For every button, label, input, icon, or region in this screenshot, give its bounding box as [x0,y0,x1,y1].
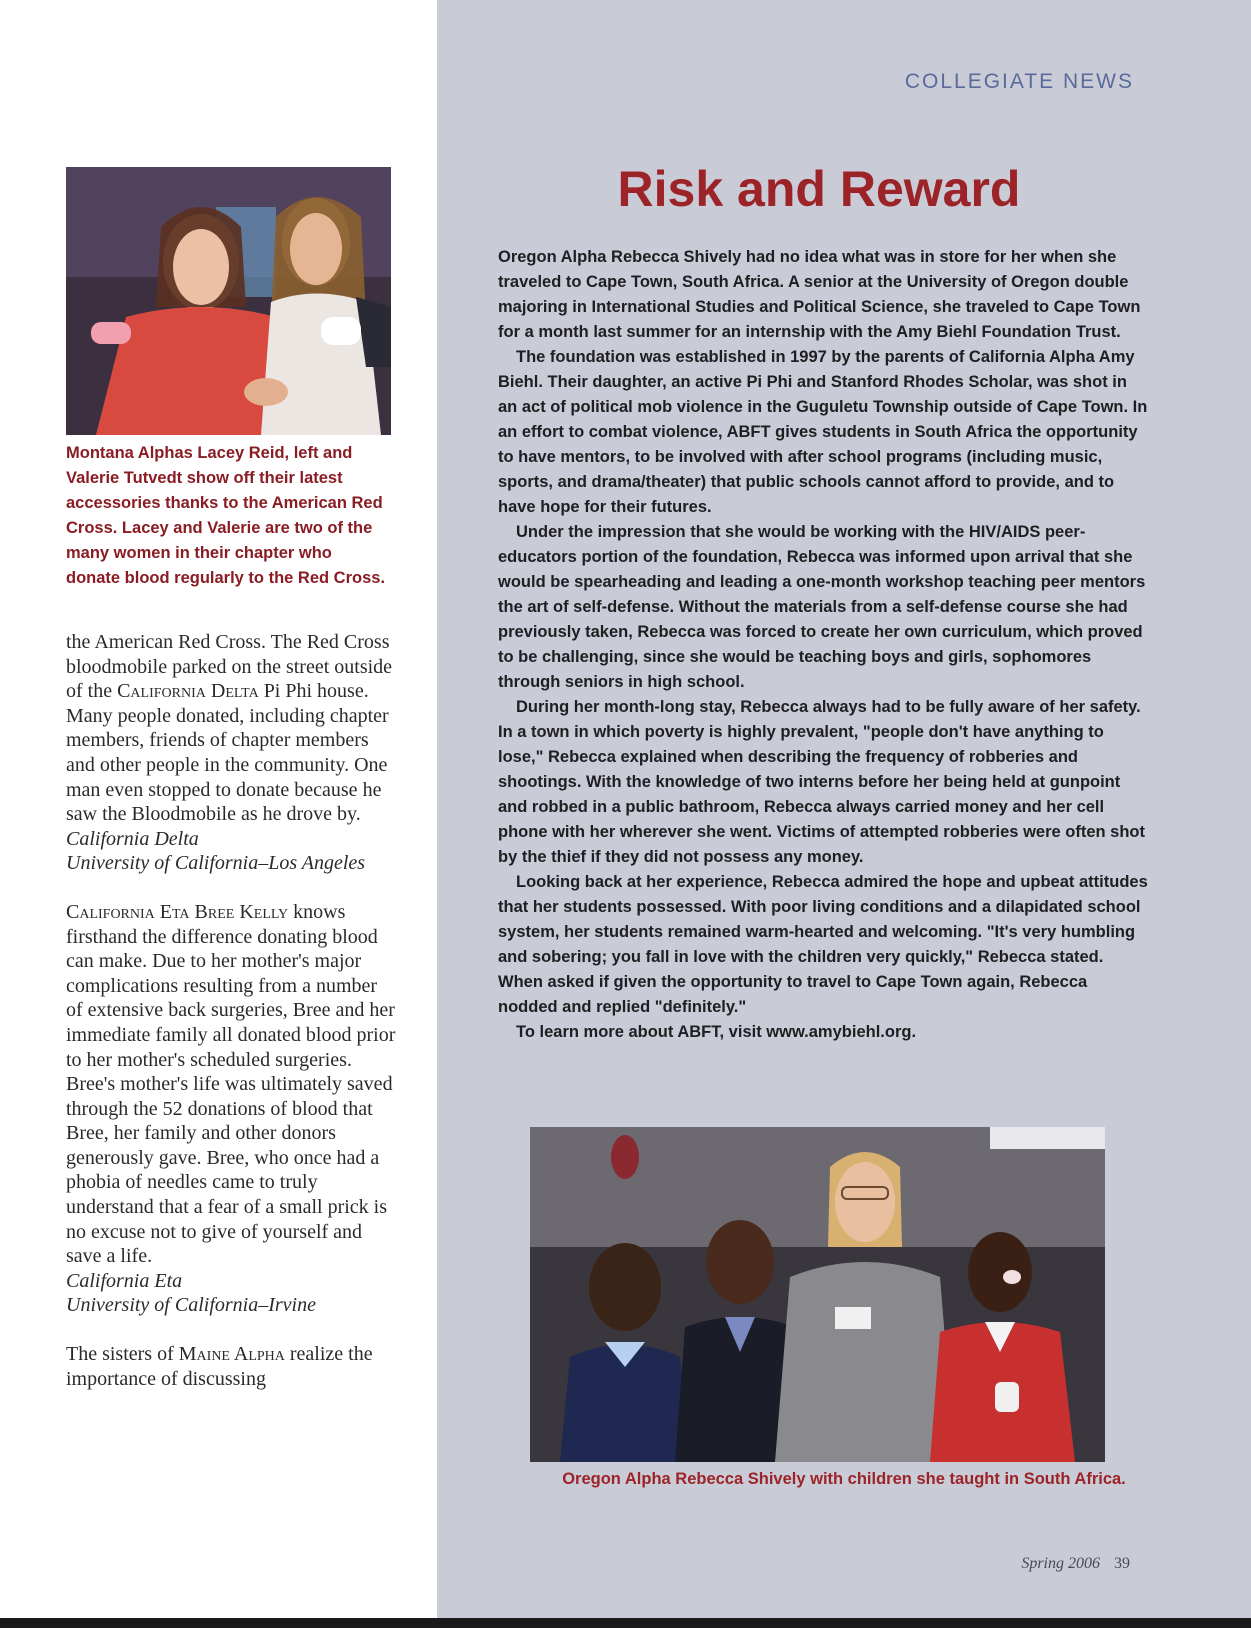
bottom-rule [0,1618,1251,1628]
signature-chapter: California Delta [66,827,199,850]
left-photo-caption: Montana Alphas Lacey Reid, left and Valerie Tutvedt show off their latest accessories thanks to the American Red Cross. Lacey and Valerie are two of the many women in their chapter who donate blood regularly to the Red Cross. [66,444,386,587]
news-item-california-delta: the American Red Cross. The Red Cross bloodmobile parked on the street outside of the California Delta Pi Phi house. Many people donated, including chapter members, friends of chapter members and other people in the community. One man even stopped to donate because he saw the Bloodmobile as he drove by. [66,631,393,826]
page-number: 39 [1114,1555,1130,1572]
blood-donors-photo [66,167,391,435]
south-africa-photo [530,1127,1105,1462]
article-paragraph: Under the impression that she would be working with the HIV/AIDS peer-educators portion of the foundation, Rebecca was informed upon arrival that she would be spearheading and leading a one-month workshop teaching peer mentors the art of self-defense. Without the materials from a self-defense course she had previously taken, Rebecca was forced to create her own curriculum, which proved to be challenging, since she would be teaching boys and girls, sophomores through seniors in high school. [498,523,1146,691]
news-item-california-eta: California Eta Bree Kelly knows firsthand the difference donating blood can make. Due to her mother's major complications resulting from a number of extensive back surgeries, Bree and her immediate family all donated blood prior to her mother's scheduled surgeries. Bree's mother's life was ultimately saved through the 52 donations of blood that Bree, her family and other donors generously gave. Bree, who once had a phobia of needles came to truly understand that a fear of a small prick is no excuse not to give of yourself and save a life. [66,900,396,1268]
chapter-name: Maine Alpha [178,1343,285,1366]
signature-chapter: California Eta [66,1269,183,1292]
article-paragraph: To learn more about ABFT, visit www.amybiehl.org. [516,1023,917,1041]
signature-school: University of California–Irvine [66,1294,316,1317]
left-column-text [66,630,396,1391]
signature-school: University of California–Los Angeles [66,852,366,875]
article-title: Risk and Reward [617,161,1021,217]
item-spacer [66,876,396,900]
article-paragraph: Looking back at her experience, Rebecca admired the hope and upbeat attitudes that her students possessed. With poor living conditions and a dilapidated school system, her students remained warm-hearted and welcoming. "It's very humbling and sobering; you fall in love with the children very quickly," Rebecca stated. When asked if given the opportunity to travel to Cape Town again, Rebecca nodded and replied "definitely." [498,873,1148,1016]
chapter-name: California Delta [117,680,259,703]
news-item-maine-alpha: The sisters of Maine Alpha realize the importance of discussing [66,1343,373,1390]
bottom-photo-caption: Oregon Alpha Rebecca Shively with children she taught in South Africa. [562,1470,1126,1488]
article-paragraph: During her month-long stay, Rebecca always had to be fully aware of her safety. In a town in which poverty is highly prevalent, "people don't have anything to lose," Rebecca explained when describing the frequency of robberies and shootings. With the knowledge of two interns before her being held at gunpoint and robbed in a public bathroom, Rebecca always carried money and her cell phone with her wherever she went. Victims of attempted robberies were often shot by the thief if they did not possess any money. [498,698,1145,866]
section-label: COLLEGIATE NEWS [904,70,1134,93]
lead-name: California Eta Bree Kelly [66,900,289,923]
article-paragraph: Oregon Alpha Rebecca Shively had no idea what was in store for her when she traveled to Cape Town, South Africa. A senior at the University of Oregon double majoring in International Studies and Political Science, she traveled to Cape Town for a month last summer for an internship with the Amy Biehl Foundation Trust. [498,248,1141,341]
item-spacer [66,1318,396,1342]
page-footer [0,1555,1130,1573]
article-paragraph: The foundation was established in 1997 by the parents of California Alpha Amy Biehl. Their daughter, an active Pi Phi and Stanford Rhodes Scholar, was shot in an act of political mob violence in the Guguletu Township outside of Cape Town. In an effort to combat violence, ABFT gives students in South Africa the opportunity to have mentors, to be involved with after school programs (including music, sports, and drama/theater) that public schools cannot afford to provide, and to have hope for their futures. [498,348,1148,516]
issue-date: Spring 2006 [1021,1555,1100,1572]
article-body [498,245,1150,1045]
